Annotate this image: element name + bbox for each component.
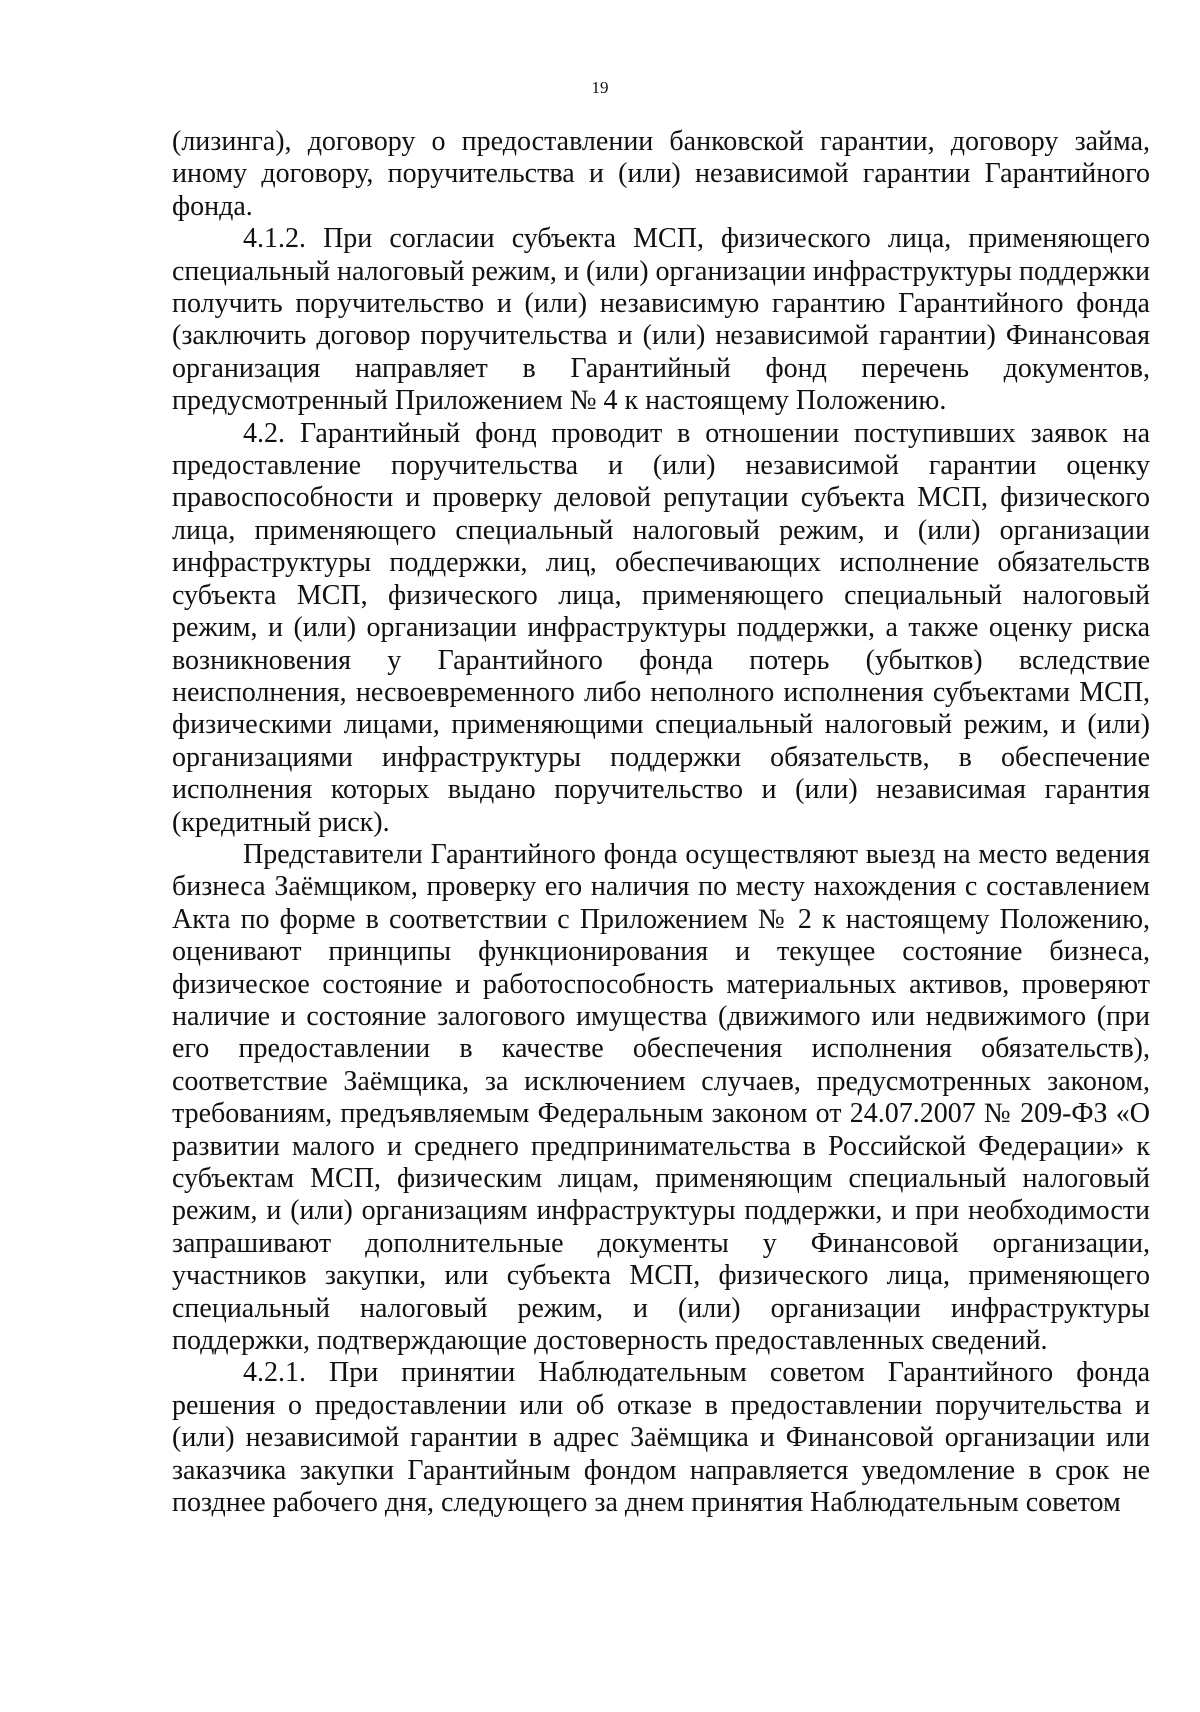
paragraph-continuation: (лизинга), договору о предоставлении банковской гарантии, договору займа, иному договору, поручительства и (или) независимой гарантии Гарантийного фонда. [172, 126, 1150, 222]
page-number: 19 [591, 78, 609, 97]
document-body [172, 126, 1150, 1519]
paragraph-4-1-2: 4.1.2. При согласии субъекта МСП, физического лица, применяющего специальный налоговый режим, и (или) организации инфраструктуры поддержки получить поручительство и (или) независимую гарантию Гарантийного фонда (заключить договор поручительства и (или) независимой гарантии) Финансовая организация направляет в Гарантийный фонд перечень документов, предусмотренный Приложением № 4 к настоящему Положению. [172, 223, 1150, 417]
paragraph-4-2-1: 4.2.1. При принятии Наблюдательным советом Гарантийного фонда решения о предоставлении или об отказе в предоставлении поручительства и (или) независимой гарантии в адрес Заёмщика и Финансовой организации или заказчика закупки Гарантийным фондом направляется уведомление в срок не позднее рабочего дня, следующего за днем принятия Наблюдательным советом [172, 1357, 1150, 1519]
paragraph-4-2: 4.2. Гарантийный фонд проводит в отношении поступивших заявок на предоставление поручительства и (или) независимой гарантии оценку правоспособности и проверку деловой репутации субъекта МСП, физического лица, применяющего специальный налоговый режим, и (или) организации инфраструктуры поддержки, лиц, обеспечивающих исполнение обязательств субъекта МСП, физического лица, применяющего специальный налоговый режим, и (или) организации инфраструктуры поддержки, а также оценку риска возникновения у Гарантийного фонда потерь (убытков) вследствие неисполнения, несвоевременного либо неполного исполнения субъектами МСП, физическими лицами, применяющими специальный налоговый режим, и (или) организациями инфраструктуры поддержки обязательств, в обеспечение исполнения которых выдано поручительство и (или) независимая гарантия (кредитный риск). [172, 417, 1150, 838]
paragraph-representatives: Представители Гарантийного фонда осуществляют выезд на место ведения бизнеса Заёмщиком, проверку его наличия по месту нахождения с составлением Акта по форме в соответствии с Приложением № 2 к настоящему Положению, оценивают принципы функционирования и текущее состояние бизнеса, физическое состояние и работоспособность материальных активов, проверяют наличие и состояние залогового имущества (движимого или недвижимого (при его предоставлении в качестве обеспечения исполнения обязательств), соответствие Заёмщика, за исключением случаев, предусмотренных законом, требованиям, предъявляемым Федеральным законом от 24.07.2007 № 209-ФЗ «О развитии малого и среднего предпринимательства в Российской Федерации» к субъектам МСП, физическим лицам, применяющим специальный налоговый режим, и (или) организациям инфраструктуры поддержки, и при необходимости запрашивают дополнительные документы у Финансовой организации, участников закупки, или субъекта МСП, физического лица, применяющего специальный налоговый режим, и (или) организации инфраструктуры поддержки, подтверждающие достоверность предоставленных сведений. [172, 838, 1150, 1357]
